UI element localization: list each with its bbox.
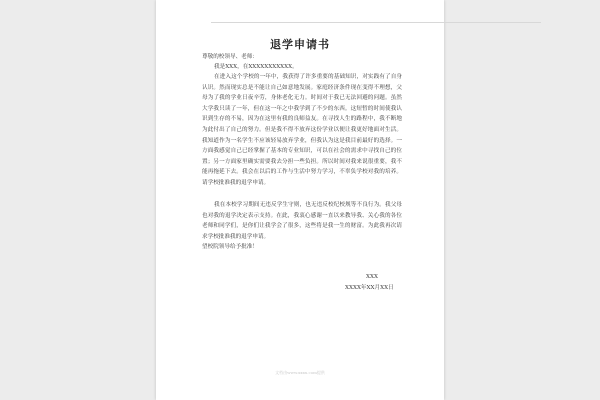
signature-date: XXXX年XX月XX日 — [345, 285, 394, 291]
header-rule — [211, 22, 541, 23]
signature-name: XXX — [366, 274, 378, 280]
salutation: 尊敬的校领导、老师： — [202, 54, 258, 60]
greeting: 我是XXX，在XXXXXXXXXXX。 — [214, 64, 298, 70]
document-page — [156, 0, 444, 400]
footer-watermark: 文档由www.xxxx.com提供 — [275, 370, 325, 375]
body-paragraph-1: 在进入这个学校的一年中，我获得了许多重要的基础知识，对实践有了自身认识。然而现实总是不能让自己如意地发展。家庭经济条件现在变得不理想，父母为了我的学业日夜辛劳，身体老化无力。时间对于我已无法回避的问题。虽然大学我只读了一年，但在这一年之中我学到了不少的东西。这短暂的时间使我认识到生存的不易，因为在这里有我的良师益友。在寻找人生的路程中，我不断地为此付出了自己的努力。但是我不得不放弃这份学业以便让我更好地面对生活。我知道作为一名学生不应该轻易放弃学业，但我认为这是我目前最好的选择。一方面我感觉自己已经掌握了基本的专业知识，可以在社会的需求中寻找自己的位置；另一方面家里确实需要我去分担一些负担。所以时间对我来说很重要，我不能再拖延下去。我会在以后的工作与生活中努力学习，不辜负学校对我的培养。请学校批准我的退学申请。 — [202, 74, 402, 186]
closing-line: 望校院领导给予批准！ — [202, 244, 258, 250]
body-paragraph-2: 我在本校学习期间无违反学生守则，也无违反校纪校规等不良行为。我父母也对我的退学决定表示支持。在此，我衷心感谢一直以来教导我、关心我的各位老师和同学们，是你们让我学会了很多，这些将是我一生的财富。为此我再次请求学校批准我的退学申请。 — [202, 202, 402, 240]
document-title: 退学申请书 — [270, 38, 330, 51]
